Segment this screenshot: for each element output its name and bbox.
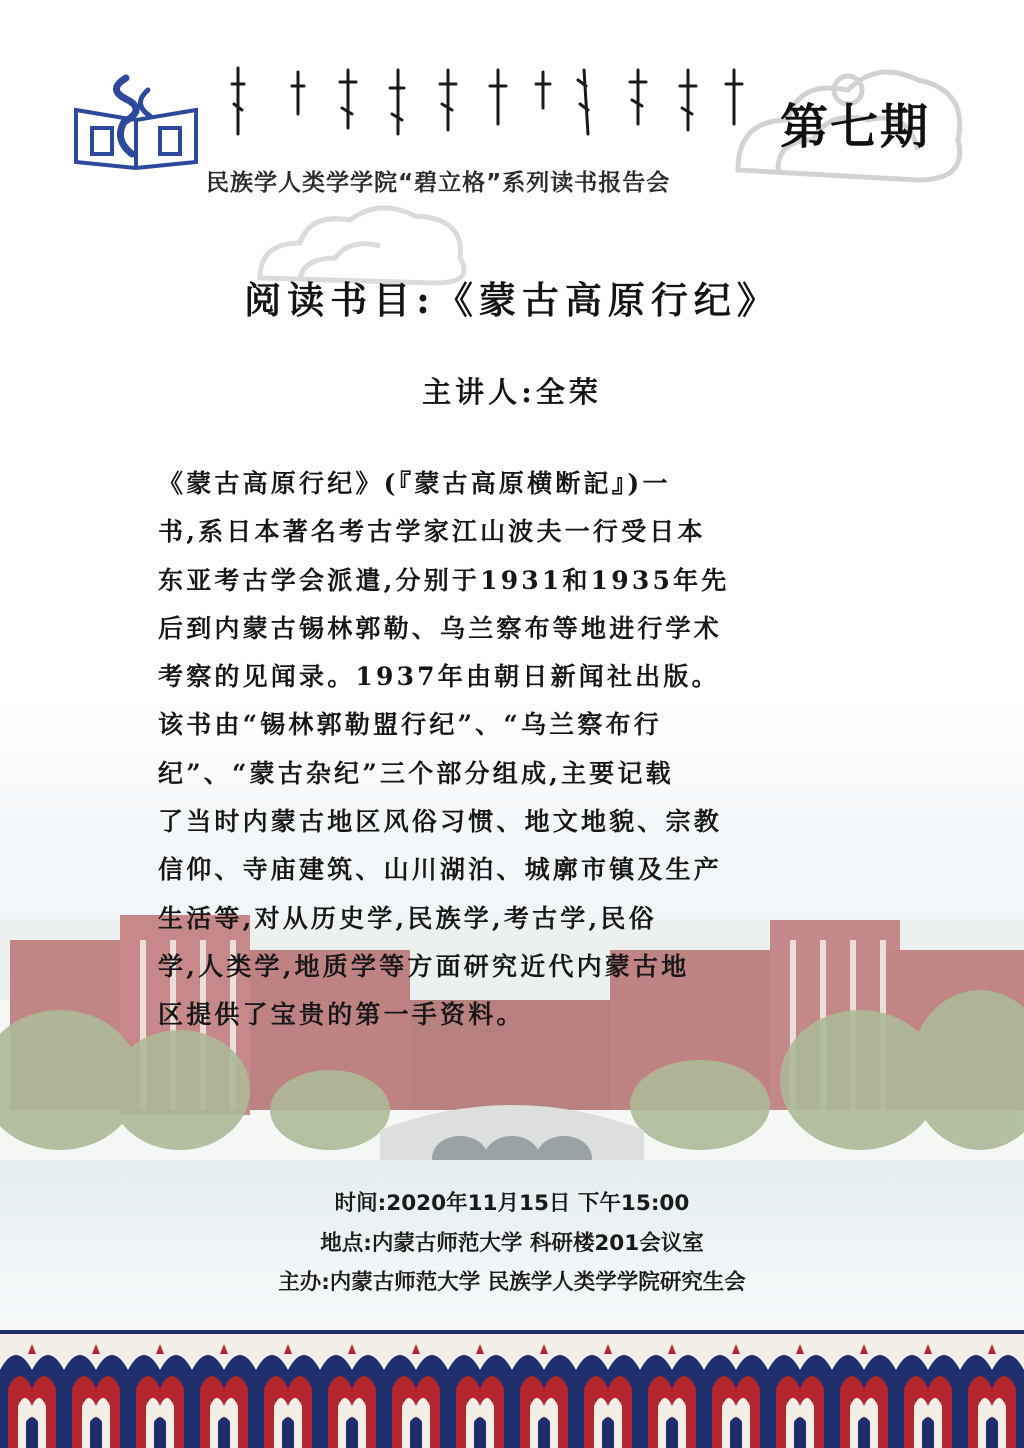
description-line: 考察的见闻录。1937年由朝日新闻社出版。 — [158, 662, 720, 692]
description-line: 东亚考古学会派遣,分别于1931和1935年先 — [158, 565, 730, 595]
book-description — [158, 460, 878, 1040]
event-time: 时间:2020年11月15日 下午15:00 — [334, 1191, 690, 1216]
event-host: 主办:内蒙古师范大学 民族学人类学学院研究生会 — [278, 1270, 746, 1295]
event-place: 地点:内蒙古师范大学 科研楼201会议室 — [320, 1231, 704, 1256]
speaker-line: 主讲人:全荣 — [422, 375, 602, 409]
description-line: 生活等,对从历史学,民族学,考古学,民俗 — [158, 903, 657, 933]
description-line: 书,系日本著名考古学家江山波夫一行受日本 — [158, 517, 706, 547]
description-line: 了当时内蒙古地区风俗习惯、地文地貌、宗教 — [158, 807, 723, 837]
book-mongolian-script-logo — [66, 70, 206, 170]
issue-number: 第七期 — [780, 99, 931, 155]
description-line: 《蒙古高原行纪》(『蒙古高原横断記』)一 — [158, 469, 671, 498]
description-line: 学,人类学,地质学等方面研究近代内蒙古地 — [158, 951, 690, 981]
description-line: 信仰、寺庙建筑、山川湖泊、城廓市镇及生产 — [158, 855, 723, 885]
description-line: 后到内蒙古锡林郭勒、乌兰察布等地进行学术 — [158, 613, 723, 643]
page-title: 阅读书目:《蒙古高原行纪》 — [244, 278, 780, 322]
description-line: 纪”、“蒙古杂纪”三个部分组成,主要记载 — [158, 758, 674, 788]
mongolian-script-heading — [228, 64, 748, 142]
description-line: 区提供了宝贵的第一手资料。 — [158, 1000, 525, 1030]
description-line: 该书由“锡林郭勒盟行纪”、“乌兰察布行 — [158, 710, 662, 740]
series-name: 民族学人类学学院“碧立格”系列读书报告会 — [206, 170, 671, 196]
traditional-pattern-border — [0, 1330, 1024, 1448]
